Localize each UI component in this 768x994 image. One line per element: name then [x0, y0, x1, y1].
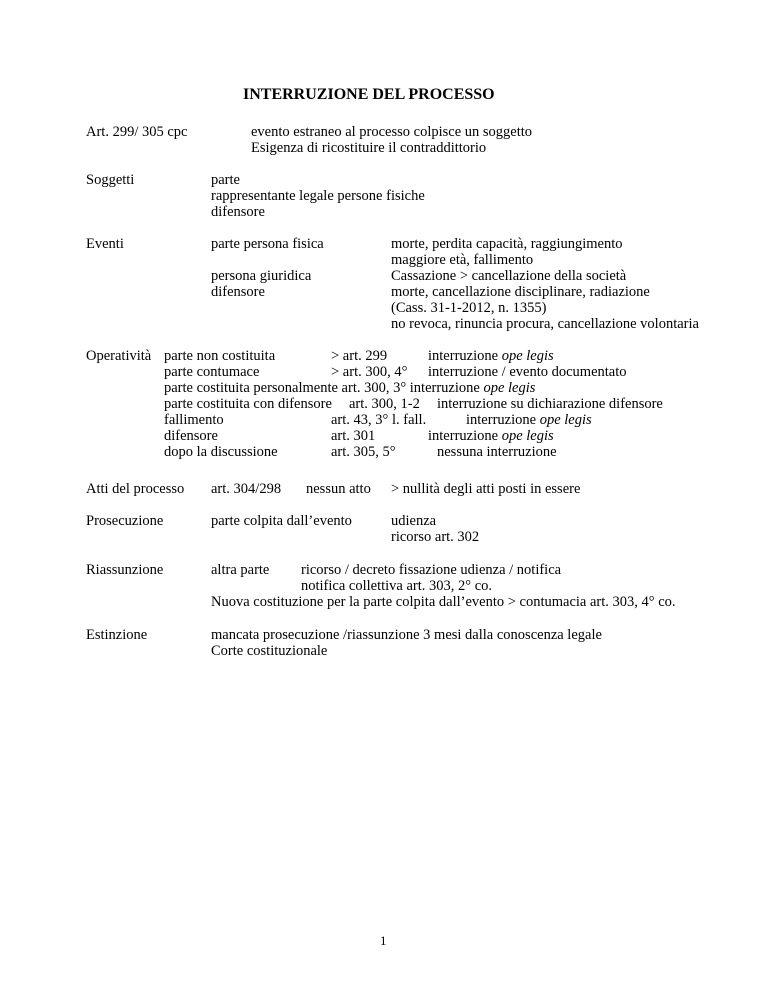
prosecuzione-col-2a: udienza — [391, 513, 437, 529]
eventi-right-4: morte, cancellazione disciplinare, radiazione — [391, 284, 650, 300]
op-row-2-effect: interruzione / evento documentato — [428, 364, 627, 380]
op-row-1-effect: interruzione ope legis — [428, 348, 554, 364]
eventi-left-1: parte persona fisica — [211, 236, 324, 252]
op-row-5-art: art. 43, 3° l. fall. — [331, 412, 427, 428]
op-row-2-art: > art. 300, 4° — [331, 364, 408, 380]
op-row-7-effect: nessuna interruzione — [437, 444, 557, 460]
eventi-right-2: maggiore età, fallimento — [391, 252, 534, 268]
riassunzione-col-2a: ricorso / decreto fissazione udienza / notifica — [301, 562, 562, 578]
op-row-6-effect: interruzione ope legis — [428, 428, 554, 444]
estinzione-line-1: mancata prosecuzione /riassunzione 3 mesi dalla conoscenza legale — [211, 627, 602, 643]
op-row-1-art: > art. 299 — [331, 348, 388, 364]
art-line-2: Esigenza di ricostituire il contraddittorio — [251, 140, 487, 156]
prosecuzione-col-2b: ricorso art. 302 — [391, 529, 480, 545]
estinzione-label: Estinzione — [86, 627, 148, 643]
op-row-7-art: art. 305, 5° — [331, 444, 396, 460]
eventi-left-3: difensore — [211, 284, 265, 300]
riassunzione-line-3: Nuova costituzione per la parte colpita dall’evento > contumacia art. 303, 4° co. — [211, 594, 676, 610]
eventi-right-1: morte, perdita capacità, raggiungimento — [391, 236, 623, 252]
op-row-1-who: parte non costituita — [164, 348, 276, 364]
prosecuzione-label: Prosecuzione — [86, 513, 164, 529]
page-title: INTERRUZIONE DEL PROCESSO — [243, 86, 495, 103]
riassunzione-col-1: altra parte — [211, 562, 270, 578]
soggetti-line-2: rappresentante legale persone fisiche — [211, 188, 425, 204]
riassunzione-col-2b: notifica collettiva art. 303, 2° co. — [301, 578, 493, 594]
op-row-7-who: dopo la discussione — [164, 444, 278, 460]
riassunzione-label: Riassunzione — [86, 562, 164, 578]
op-row-4-art: art. 300, 1-2 — [349, 396, 420, 412]
art-label: Art. 299/ 305 cpc — [86, 124, 188, 140]
soggetti-line-3: difensore — [211, 204, 265, 220]
op-row-6-who: difensore — [164, 428, 218, 444]
eventi-right-3: Cassazione > cancellazione della società — [391, 268, 627, 284]
op-row-6-art: art. 301 — [331, 428, 376, 444]
prosecuzione-col-1: parte colpita dall’evento — [211, 513, 352, 529]
eventi-left-2: persona giuridica — [211, 268, 312, 284]
atti-col-2: nessun atto — [306, 481, 371, 497]
operativita-label: Operatività — [86, 348, 152, 364]
page-number: 1 — [380, 933, 387, 948]
op-row-2-who: parte contumace — [164, 364, 260, 380]
atti-col-3: > nullità degli atti posti in essere — [391, 481, 581, 497]
art-line-1: evento estraneo al processo colpisce un soggetto — [251, 124, 533, 140]
eventi-right-5: (Cass. 31-1-2012, n. 1355) — [391, 300, 547, 316]
op-row-5-effect: interruzione ope legis — [466, 412, 592, 428]
eventi-right-6: no revoca, rinuncia procura, cancellazione volontaria — [391, 316, 699, 332]
op-row-5-who: fallimento — [164, 412, 224, 428]
estinzione-line-2: Corte costituzionale — [211, 643, 328, 659]
atti-col-1: art. 304/298 — [211, 481, 282, 497]
soggetti-label: Soggetti — [86, 172, 135, 188]
atti-label: Atti del processo — [86, 481, 185, 497]
eventi-label: Eventi — [86, 236, 124, 252]
op-row-4-effect: interruzione su dichiarazione difensore — [437, 396, 663, 412]
op-row-4-who: parte costituita con difensore — [164, 396, 332, 412]
soggetti-line-1: parte — [211, 172, 240, 188]
op-row-3-full: parte costituita personalmente art. 300, 3° interruzione ope legis — [164, 380, 536, 396]
